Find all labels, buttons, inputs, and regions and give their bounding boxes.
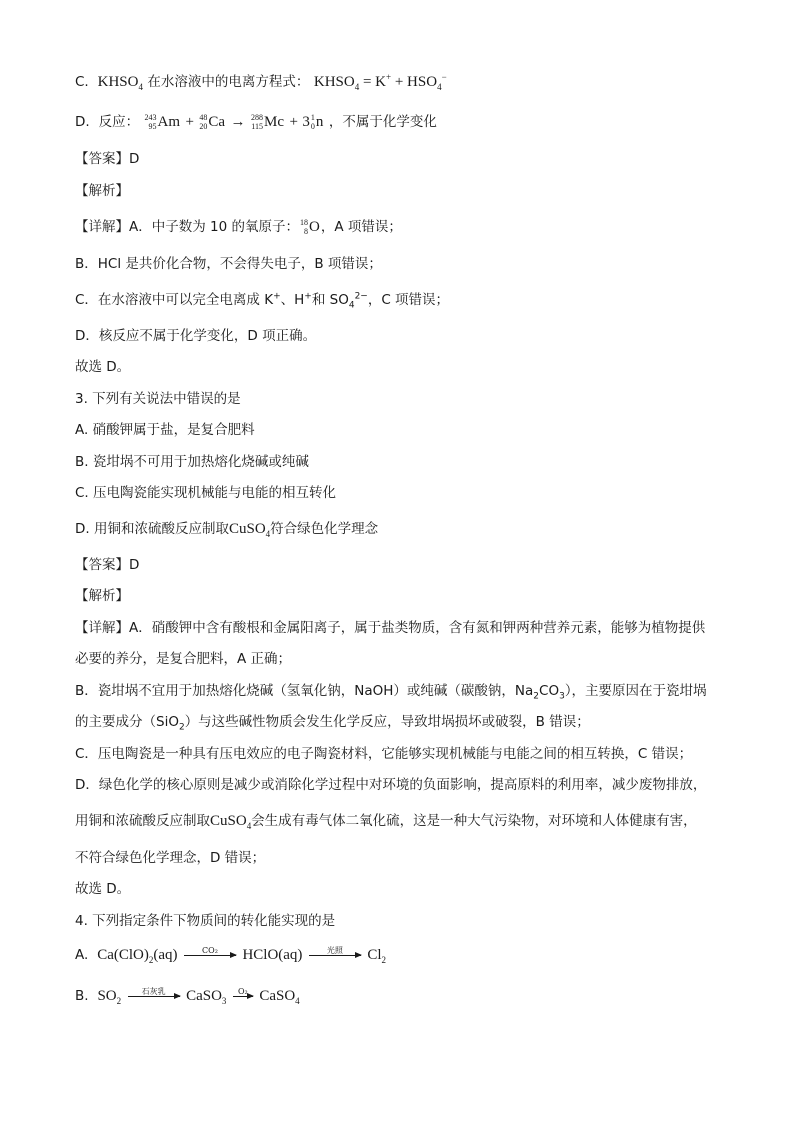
q4-stem: 4. 下列指定条件下物质间的转化能实现的是 bbox=[75, 913, 336, 929]
q4-option-a: A. $Ca(ClO)_2(aq)$ CO₂ HClO(aq) 光照 $Cl_2$ bbox=[75, 946, 387, 965]
reaction-arrow: O₂ bbox=[233, 987, 253, 997]
q2-detail-c: C．在水溶液中可以完全电离成 K+、H+和 $SO_4^{2-}$，C 项错误； bbox=[75, 291, 450, 311]
q3-detail-c: C．压电陶瓷是一种具有压电效应的电子陶瓷材料，它能够实现机械能与电能之间的相互转换，C 错误； bbox=[75, 746, 693, 762]
q2-detail-b: B．HCl 是共价化合物，不会得失电子，B 项错误； bbox=[75, 256, 382, 272]
q2-analysis-label: 【解析】 bbox=[75, 183, 129, 199]
formula: CuSO$_4$ bbox=[228, 521, 271, 539]
q3-detail-d3: 不符合绿色化学理念，D 错误； bbox=[75, 850, 266, 866]
formula: $KHSO_4$ bbox=[97, 74, 143, 92]
nuclide-n: 1 0 n bbox=[310, 113, 324, 131]
q2-answer: 【答案】D bbox=[75, 151, 140, 167]
q3-detail-b2: 的主要成分（SiO$_2$）与这些碱性物质会发生化学反应，导致坩埚损坏或破裂，B 错误； bbox=[75, 714, 590, 733]
q3-stem: 3. 下列有关说法中错误的是 bbox=[75, 391, 241, 407]
q2-detail-a: 【详解】A．中子数为 10 的氧原子： 18 8 O ，A 项错误； bbox=[75, 218, 402, 236]
reaction-arrow: 光照 bbox=[309, 946, 361, 956]
q3-detail-d1: D．绿色化学的核心原则是减少或消除化学过程中对环境的负面影响，提高原料的利用率，减少废物排放， bbox=[75, 777, 707, 793]
nuclide-o: 18 8 O bbox=[300, 218, 320, 236]
q4-option-b: B. $SO_2$ 石灰乳 CaSO$_3$ O₂ CaSO$_4$ bbox=[75, 987, 300, 1006]
q3-option-d: D. 用铜和浓硫酸反应制取CuSO$_4$符合绿色化学理念 bbox=[75, 521, 379, 539]
q3-detail-a2: 必要的养分，是复合肥料，A 正确； bbox=[75, 651, 292, 667]
q3-option-a: A. 硝酸钾属于盐，是复合肥料 bbox=[75, 422, 255, 438]
q2-option-c: C. $KHSO_4$ 在水溶液中的电离方程式： $KHSO_4 = K^+ + HSO_4^-$ bbox=[75, 72, 447, 92]
q2-conclusion: 故选 D。 bbox=[75, 359, 131, 375]
q3-analysis-label: 【解析】 bbox=[75, 588, 129, 604]
nuclide-am: 243 95 Am bbox=[144, 113, 181, 131]
reaction-arrow: CO₂ bbox=[184, 946, 236, 956]
reaction-arrow: 石灰乳 bbox=[128, 987, 180, 997]
q3-answer: 【答案】D bbox=[75, 557, 140, 573]
q3-detail-b1: B．瓷坩埚不宜用于加热熔化烧碱（氢氧化钠，NaOH）或纯碱（碳酸钠，$Na_2CO_3$），主要原因在于瓷坩埚 bbox=[75, 683, 707, 702]
q3-detail-d2: 用铜和浓硫酸反应制取CuSO$_4$会生成有毒气体二氧化硫，这是一种大气污染物，对环境和人体健康有害， bbox=[75, 813, 697, 831]
formula: CuSO$_4$ bbox=[210, 813, 252, 831]
q3-option-b: B. 瓷坩埚不可用于加热熔化烧碱或纯碱 bbox=[75, 454, 309, 470]
q3-option-c: C. 压电陶瓷能实现机械能与电能的相互转化 bbox=[75, 485, 337, 501]
ionization-equation: $KHSO_4 = K^+ + HSO_4^-$ bbox=[313, 72, 447, 92]
q3-detail-a1: 【详解】A．硝酸钾中含有酸根和金属阳离子，属于盐类物质，含有氮和钾两种营养元素，能够为植物提供 bbox=[75, 620, 706, 636]
nuclide-mc: 288 115 Mc bbox=[251, 113, 284, 131]
q3-conclusion: 故选 D。 bbox=[75, 881, 131, 897]
reaction-arrow: → bbox=[230, 114, 246, 130]
q2-option-d: D. 反应： 243 95 Am + 48 20 Ca → 288 115 Mc + 3 1 0 n ，不属于化学变化 bbox=[75, 113, 437, 131]
q2-detail-d: D．核反应不属于化学变化，D 项正确。 bbox=[75, 328, 317, 344]
nuclide-ca: 48 20 Ca bbox=[199, 113, 226, 131]
